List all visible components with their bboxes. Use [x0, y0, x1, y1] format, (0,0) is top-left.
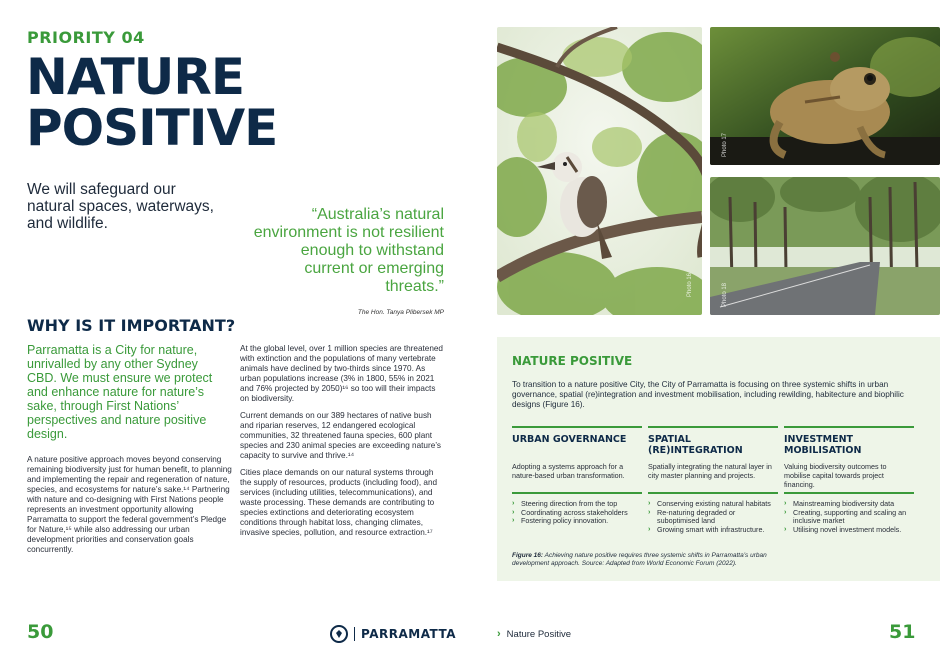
kookaburra-photo [497, 27, 702, 315]
page-title [26, 48, 278, 157]
column2-paragraph-3: Cities place demands on our natural systems through the supply of resources, products (including food), and services (including utilities, telecommunications), and waste processing. These demands are contributing to species extinctions and deteriorating ecosystem conditions through habitat loss, changing climates, invasive species, pollution, and resource extraction.¹⁷ [240, 468, 438, 537]
parramatta-logo [330, 625, 456, 643]
logo-text: PARRAMATTA [361, 627, 457, 641]
page-number-right: 51 [889, 621, 916, 643]
title-line-2: POSITIVE [26, 99, 278, 157]
city-crest-icon [330, 625, 348, 643]
figure-caption-text: Achieving nature positive requires three systemic shifts in Parramatta’s urban development approach. Source: Adapted from World Economic Forum (2022). [512, 552, 767, 567]
photo-credit-18: Photo 18 [722, 282, 728, 307]
road-photo [710, 177, 940, 315]
list-item: › Fostering policy innovation. [512, 517, 642, 526]
figure-caption [512, 552, 782, 568]
section-tag [497, 628, 571, 640]
body-column-1: A nature positive approach moves beyond conserving remaining biodiversity just for human benefit, to planning and implementing the repair and regeneration of nature, species, and ecosystems for nature’s sake.¹⁴ Partnering with nature and co-designing with First Nations people represents an investment opportunity allowing Parramatta to support the federal government’s Pledge for Nature,¹⁵ while also addressing our urban development priorities and conservation goals concurrently. [27, 455, 232, 554]
shift-title: URBAN GOVERNANCE [512, 434, 627, 445]
panel-title: NATURE POSITIVE [512, 354, 633, 368]
figure-label: Figure 16: [512, 552, 544, 559]
list-item: › Creating, supporting and scaling an inclusive market [784, 509, 914, 526]
photo-credit-17: Photo 17 [722, 132, 728, 157]
chevron-right-icon: › [497, 628, 501, 640]
lead-statement: We will safeguard our natural spaces, waterways, and wildlife. [27, 181, 214, 232]
priority-label: PRIORITY 04 [27, 28, 145, 47]
shift-description: Spatially integrating the natural layer in city master planning and projects. [648, 462, 772, 480]
shift-title: SPATIAL (RE)INTEGRATION [648, 434, 743, 456]
shift-spatial-reintegration [648, 426, 778, 534]
panel-intro: To transition to a nature positive City, the City of Parramatta is focusing on three systemic shifts in urban governance, spatial (re)integration and investment mobilisation, including rewilding, habitecture and biophilic designs (Figure 16). [512, 380, 904, 409]
shift-urban-governance [512, 426, 642, 526]
title-line-1: NATURE [26, 48, 245, 106]
shift-list [784, 500, 914, 534]
why-heading: WHY IS IT IMPORTANT? [27, 316, 236, 335]
pull-quote: “Australia’s natural environment is not resilient enough to withstand current or emerging threats.” [253, 206, 444, 295]
shift-investment-mobilisation [784, 426, 914, 534]
shift-list-rule [784, 492, 914, 494]
shift-list [648, 500, 778, 534]
shift-rule [648, 426, 778, 428]
shift-list-rule [512, 492, 642, 494]
list-item: › Re-naturing degraded or suboptimised land [648, 509, 778, 526]
list-item: › Steering direction from the top [512, 500, 642, 509]
quote-attribution: The Hon. Tanya Plibersek MP [357, 309, 444, 316]
green-lead-paragraph: Parramatta is a City for nature, unrivalled by any other Sydney CBD. We must ensure we protect and enhance nature for nature’s sake, through First Nations’ perspectives and nature positive design. [27, 343, 213, 441]
list-item: › Mainstreaming biodiversity data [784, 500, 914, 509]
page-number-left: 50 [27, 621, 54, 643]
list-item: › Growing smart with infrastructure. [648, 526, 778, 535]
shift-title: INVESTMENT MOBILISATION [784, 434, 862, 456]
column2-paragraph-1: At the global level, over 1 million species are threatened with extinction and the populations of many vertebrate animals have declined by two-thirds since 1970. As urban populations increase (3% in 1800, 55% in 2021 and 76% projected by 2050)¹⁶ so too will their impacts on biodiversity. [240, 344, 443, 403]
list-item: › Coordinating across stakeholders [512, 509, 642, 518]
list-item: › Utilising novel investment models. [784, 526, 914, 535]
section-tag-label: Nature Positive [506, 628, 572, 640]
shift-rule [512, 426, 642, 428]
body-column-2 [240, 344, 445, 545]
column2-paragraph-2: Current demands on our 389 hectares of native bush and riparian reserves, 12 endangered ecological communities, 32 threatened fauna species, 600 plant species and 230 animal species are exceeding nature’s capacity to survive and thrive.¹⁴ [240, 411, 442, 460]
photo-credit-16: Photo 16 [687, 272, 693, 297]
shift-description: Valuing biodiversity outcomes to mobilise capital towards project financing. [784, 462, 887, 489]
shift-description: Adopting a systems approach for a nature-based urban transformation. [512, 462, 625, 480]
shift-list-rule [648, 492, 778, 494]
shift-list [512, 500, 642, 526]
frog-photo [710, 27, 940, 165]
shift-rule [784, 426, 914, 428]
logo-divider [354, 627, 355, 641]
list-item: › Conserving existing natural habitats [648, 500, 778, 509]
